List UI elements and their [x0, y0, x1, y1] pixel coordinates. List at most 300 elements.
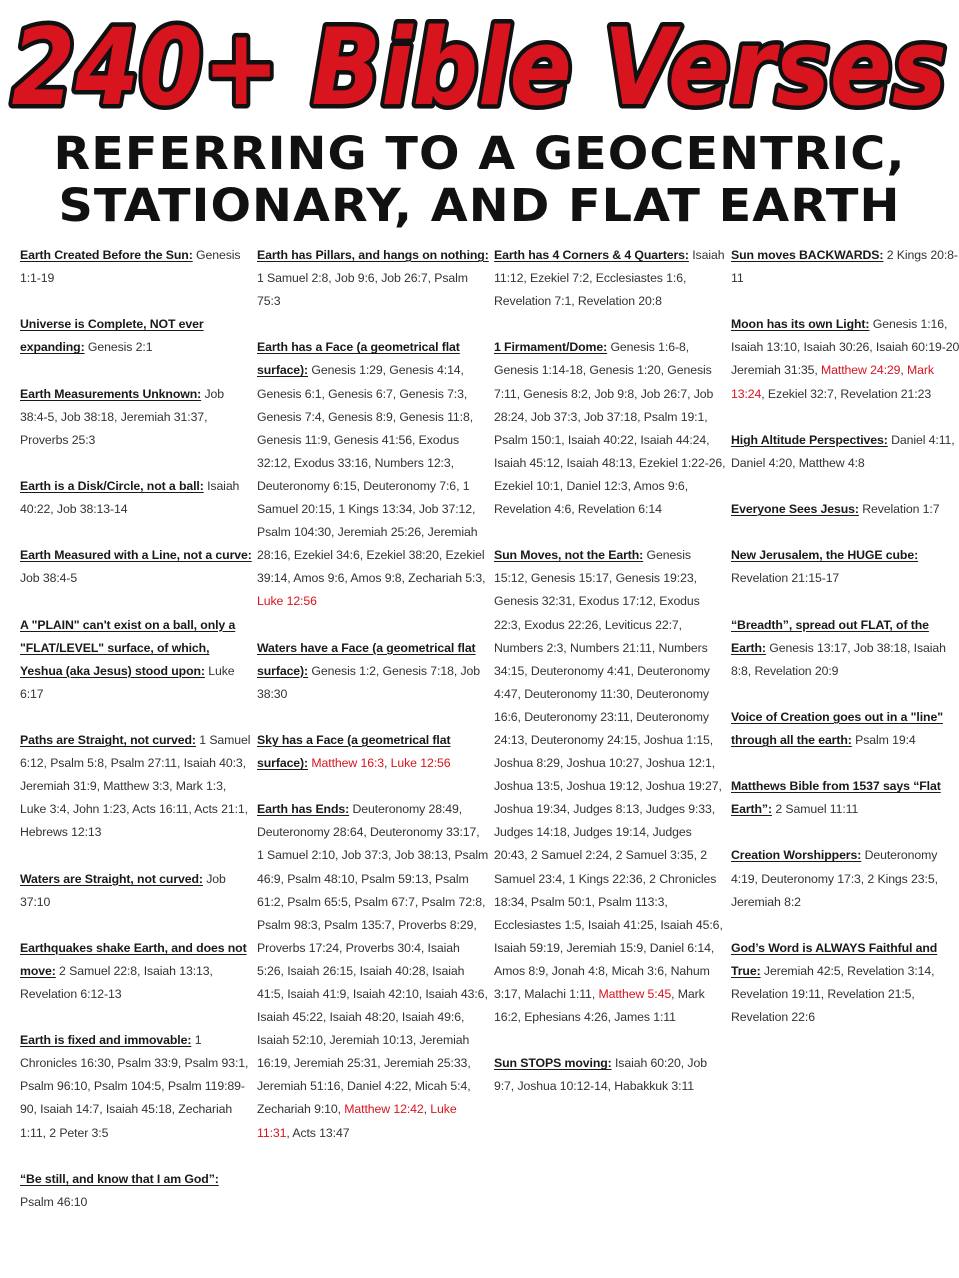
separator: ,	[566, 802, 574, 817]
separator: ,	[814, 363, 822, 378]
topic-heading: Voice of Creation goes out in a "line" through all the earth:	[731, 709, 943, 747]
verse-reference: Isaiah 40:22	[567, 432, 634, 447]
verse-reference: John 1:23	[73, 802, 127, 817]
verse-reference: Revelation 6:14	[577, 502, 662, 517]
verse-reference: Joshua 12:1	[645, 756, 712, 771]
topic-entry	[494, 544, 726, 1029]
separator: ,	[344, 571, 351, 586]
topic-entry	[731, 313, 959, 405]
separator: ,	[680, 1056, 688, 1071]
topic-heading: Sky has a Face (a geometrical flat surface):	[257, 732, 451, 771]
separator: ,	[581, 917, 588, 932]
separator: ,	[467, 1056, 471, 1071]
verse-reference: Psalm 119:89-90	[20, 1079, 245, 1117]
verse-reference: Isaiah 13:13	[143, 963, 210, 978]
separator: ,	[524, 894, 531, 909]
separator: ,	[524, 663, 531, 678]
separator: ,	[412, 1033, 420, 1048]
separator: ,	[418, 987, 426, 1001]
verse-reference: Deuteronomy 11:30	[524, 686, 630, 701]
separator: ,	[671, 987, 678, 1001]
page-title: 240+ Bible Verses	[11, 6, 947, 125]
verse-reference: 1 Samuel 2:8	[257, 271, 329, 286]
separator: ,	[559, 756, 567, 771]
verse-reference: Psalm 93:1	[184, 1056, 245, 1071]
verse-reference: 1 Kings 22:36	[568, 871, 643, 886]
separator: ,	[761, 386, 768, 401]
verse-reference: Revelation 4:6	[494, 502, 572, 517]
topic-heading: Sun STOPS moving:	[494, 1056, 612, 1071]
verse-reference: Joshua 10:12-14	[517, 1079, 608, 1094]
separator: ,	[704, 409, 708, 424]
topic-heading: Waters are Straight, not curved:	[20, 871, 203, 886]
verse-reference: Luke 12:56	[257, 594, 317, 609]
topic-heading: Earth has Ends:	[257, 802, 350, 817]
verse-reference: Ephesians 4:26	[524, 1010, 608, 1025]
topic-heading: God’s Word is ALWAYS Faithful and True:	[731, 940, 938, 978]
column-4	[731, 244, 959, 1052]
separator: ,	[280, 894, 288, 909]
separator: ,	[517, 617, 525, 632]
verse-reference: Psalm 98:3	[257, 917, 318, 932]
verse-reference: Job 38:4-5	[20, 571, 78, 586]
separator: ,	[412, 502, 419, 517]
verse-reference: Isaiah 40:3	[183, 756, 243, 771]
verse-reference: Judges 14:18	[494, 825, 567, 840]
separator: ,	[524, 571, 531, 586]
separator: ,	[722, 455, 726, 470]
separator: ,	[447, 848, 455, 863]
verse-reference: Matthew 12:42	[344, 1102, 424, 1117]
separator: ,	[524, 409, 531, 424]
verse-reference: Genesis 1:20	[589, 363, 661, 378]
separator: ,	[559, 478, 567, 493]
separator: ,	[425, 963, 433, 978]
separator: ,	[460, 363, 464, 378]
separator: ,	[408, 1079, 415, 1094]
separator: ,	[427, 271, 435, 286]
verse-reference: Exodus 22:26	[524, 617, 599, 632]
verse-reference: Isaiah 60:19-20	[875, 340, 959, 355]
separator: ,	[709, 732, 714, 747]
topic-heading: Everyone Sees Jesus:	[731, 502, 859, 517]
topic-entry	[20, 729, 252, 844]
topic-entry	[20, 868, 252, 914]
title-banner	[0, 0, 959, 125]
verse-reference: Job 9:6	[334, 271, 375, 286]
verse-reference: Matthew 4:8	[798, 455, 865, 470]
separator: ,	[177, 1056, 185, 1071]
verse-reference: Revelation 3:14	[847, 963, 932, 978]
topic-entry	[257, 798, 489, 1144]
separator: ,	[931, 963, 935, 978]
separator: ,	[460, 1010, 465, 1025]
verse-reference: Genesis 7:4	[257, 409, 322, 424]
topic-heading: Earth is fixed and immovable:	[20, 1033, 192, 1048]
separator: ,	[287, 455, 294, 470]
separator: ,	[346, 987, 353, 1001]
verse-reference: Ezekiel 7:2	[530, 271, 590, 286]
verse-reference: 2 Peter 3:5	[49, 1125, 109, 1140]
separator: ,	[50, 502, 57, 517]
verse-reference: Nahum 3:17	[494, 963, 710, 1001]
separator: ,	[472, 502, 476, 517]
separator: ,	[347, 894, 355, 909]
separator: ,	[482, 894, 486, 909]
verse-reference: Deuteronomy 6:15	[257, 478, 357, 493]
separator: ,	[209, 963, 213, 978]
title-outline: 240+ Bible Verses	[11, 6, 947, 125]
verse-reference: Deuteronomy 4:19	[731, 848, 938, 886]
separator: ,	[458, 802, 463, 817]
verse-reference: Psalm 135:7	[324, 917, 392, 932]
verse-reference: Genesis 4:14	[389, 363, 461, 378]
separator: ,	[693, 571, 697, 586]
verse-reference: Psalm 48:10	[287, 871, 355, 886]
verse-reference: Isaiah 44:24	[640, 432, 707, 447]
verse-reference: Psalm 65:5	[287, 894, 348, 909]
separator: ,	[637, 732, 644, 747]
topic-entry	[20, 244, 252, 290]
verse-reference: Proverbs 30:4	[345, 940, 421, 955]
verse-reference: Micah 5:4	[414, 1079, 468, 1094]
verse-reference: Psalm 96:10	[20, 1079, 88, 1094]
verse-reference: Mark 1:3	[175, 779, 223, 794]
topic-heading: A "PLAIN" can't exist on a ball, only a "FLAT/LEVEL" surface, of which, Yeshua (aka Jesus) stood upon:	[20, 617, 236, 678]
topic-heading: Sun moves BACKWARDS:	[731, 248, 884, 262]
topic-heading: Earth Measurements Unknown:	[20, 386, 202, 401]
separator: ,	[629, 709, 637, 724]
topic-entry	[257, 637, 489, 706]
separator: ,	[287, 1056, 294, 1071]
separator: ,	[718, 779, 722, 794]
verse-reference: Mark 13:24	[731, 363, 934, 401]
separator: ,	[126, 802, 133, 817]
verse-reference: Genesis 19:23	[615, 571, 694, 586]
verse-reference: Malachi 1:11	[524, 987, 592, 1001]
separator: ,	[754, 871, 762, 886]
verse-reference: Psalm 67:7	[354, 894, 415, 909]
verse-reference: Isaiah 13:10	[731, 340, 797, 355]
verse-reference: Judges 20:43	[494, 825, 692, 863]
separator: ,	[476, 825, 480, 840]
separator: ,	[114, 409, 121, 424]
separator: ,	[428, 871, 435, 886]
verse-reference: Genesis 11:8	[399, 409, 470, 424]
column-1	[20, 244, 252, 1237]
separator: ,	[664, 894, 668, 909]
verse-reference: Jeremiah 31:9	[20, 779, 97, 794]
topic-entry	[731, 775, 959, 821]
verse-reference: Job 38:13	[394, 848, 448, 863]
verse-reference: Ecclesiastes 1:6	[595, 271, 683, 286]
verse-reference: Ezekiel 34:6	[293, 548, 360, 563]
separator: ,	[322, 1033, 330, 1048]
verse-reference: Zechariah 9:10	[257, 1102, 338, 1117]
verse-reference: Numbers 21:11	[569, 640, 652, 655]
verse-reference: Proverbs 25:3	[20, 432, 96, 447]
topic-heading: Waters have a Face (a geometrical flat surface):	[257, 640, 476, 678]
verse-reference: Isaiah 45:12	[494, 455, 560, 470]
verse-reference: Joshua 19:27	[645, 779, 719, 794]
verse-reference: Zechariah 1:11	[20, 1102, 233, 1140]
verse-reference: Isaiah 52:10	[257, 1033, 323, 1048]
separator: ,	[571, 294, 578, 309]
verse-reference: Proverbs 17:24	[257, 940, 339, 955]
verse-reference: Psalm 113:3	[598, 894, 665, 909]
separator: ,	[517, 987, 525, 1001]
verse-reference: Isaiah 59:19	[494, 940, 560, 955]
separator: ,	[545, 963, 552, 978]
separator: ,	[516, 386, 524, 401]
separator: ,	[339, 940, 346, 955]
separator: ,	[103, 756, 111, 771]
separator: ,	[944, 317, 948, 332]
verse-reference: Job 9:7	[494, 1056, 707, 1094]
separator: ,	[354, 871, 362, 886]
verse-reference: Genesis 1:6-8	[610, 340, 686, 355]
subtitle-line-2: STATIONARY, AND FLAT EARTH	[58, 179, 901, 232]
separator: ,	[591, 894, 599, 909]
separator: ,	[245, 1056, 249, 1071]
topic-entry	[20, 937, 252, 1006]
separator: ,	[711, 756, 716, 771]
verse-reference: Joshua 13:5	[494, 779, 560, 794]
verse-reference: Deuteronomy 33:17	[369, 825, 477, 840]
separator: ,	[847, 640, 854, 655]
separator: ,	[860, 871, 868, 886]
verse-reference: 2 Kings 20:8-11	[731, 248, 958, 286]
separator: ,	[642, 871, 650, 886]
separator: ,	[792, 455, 799, 470]
verse-reference: Numbers 34:15	[494, 640, 708, 678]
verse-reference: Acts 16:11	[132, 802, 189, 817]
separator: ,	[632, 455, 639, 470]
separator: ,	[630, 663, 638, 678]
separator: ,	[463, 386, 468, 401]
verse-reference: Micah 3:6	[611, 963, 664, 978]
verse-reference: Revelation 21:5	[827, 987, 912, 1001]
verse-reference: 2 Samuel 23:4	[494, 848, 707, 886]
verse-reference: Revelation 22:6	[731, 1010, 815, 1025]
verse-reference: Genesis 15:12	[494, 548, 691, 586]
topic-heading: “Breadth”, spread out FLAT, of the Earth:	[731, 617, 929, 655]
verse-reference: Isaiah 43:6	[425, 987, 485, 1001]
verse-reference: Isaiah 14:7	[40, 1102, 100, 1117]
verse-reference: Psalm 19:1	[643, 409, 705, 424]
separator: ,	[353, 963, 360, 978]
separator: ,	[420, 940, 428, 955]
topic-heading: New Jerusalem, the HUGE cube:	[731, 548, 919, 563]
topic-heading: Matthews Bible from 1537 says “Flat Earth”:	[731, 779, 941, 817]
verse-reference: Exodus 32:12	[257, 432, 460, 470]
verse-reference: Luke 11:31	[257, 1102, 457, 1140]
verse-reference: Deuteronomy 4:41	[530, 663, 631, 678]
separator: ,	[367, 455, 375, 470]
separator: ,	[169, 779, 176, 794]
separator: ,	[161, 1079, 168, 1094]
verse-reference: Revelation 19:11	[731, 987, 821, 1001]
verse-reference: Job 38:18	[853, 640, 908, 655]
verse-reference: Psalm 59:13	[361, 871, 429, 886]
verse-reference: Genesis 7:18	[382, 663, 454, 678]
separator: ,	[423, 1102, 431, 1117]
separator: ,	[637, 409, 644, 424]
separator: ,	[137, 963, 144, 978]
topic-heading: Paths are Straight, not curved:	[20, 732, 196, 747]
verse-reference: Joshua 10:27	[566, 756, 640, 771]
verse-reference: Psalm 5:8	[50, 756, 104, 771]
verse-reference: Ezekiel 32:7	[767, 386, 834, 401]
verse-reference: Revelation 7:1	[494, 294, 572, 309]
separator: ,	[317, 917, 325, 932]
separator: ,	[685, 340, 690, 355]
verse-reference: Joshua 1:15	[643, 732, 710, 747]
verse-reference: Jeremiah 51:16	[257, 1079, 341, 1094]
topic-heading: Universe is Complete, NOT ever expanding:	[20, 317, 204, 355]
separator: ,	[604, 963, 612, 978]
verse-reference: Amos 9:8	[350, 571, 402, 586]
separator: ,	[693, 848, 701, 863]
separator: ,	[710, 940, 715, 955]
verse-reference: Joshua 19:34	[494, 802, 567, 817]
separator: ,	[629, 686, 637, 701]
verse-reference: Amos 9:6	[633, 478, 685, 493]
verse-reference: Isaiah 8:8	[731, 640, 946, 678]
separator: ,	[645, 825, 653, 840]
verse-reference: Amos 9:6	[293, 571, 345, 586]
verse-reference: Genesis 11:9	[257, 432, 328, 447]
verse-reference: Daniel 12:3	[566, 478, 628, 493]
separator: ,	[684, 478, 689, 493]
verse-reference: Job 37:3	[530, 409, 578, 424]
separator: ,	[469, 409, 474, 424]
topic-entry	[20, 544, 252, 590]
separator: ,	[388, 848, 395, 863]
topic-heading: Earthquakes shake Earth, and does not move:	[20, 940, 247, 978]
separator: ,	[484, 987, 488, 1001]
separator: ,	[395, 1010, 402, 1025]
verse-reference: Job 38:30	[257, 663, 480, 701]
verse-reference: Isaiah 48:13	[566, 455, 633, 470]
verse-reference: Psalm 27:11	[110, 756, 177, 771]
separator: ,	[286, 1125, 293, 1140]
separator: ,	[639, 779, 646, 794]
verse-reference: Genesis 1:14-18	[494, 363, 583, 378]
separator: ,	[401, 571, 409, 586]
verse-reference: Jeremiah 28:16	[257, 525, 478, 563]
separator: ,	[559, 940, 567, 955]
separator: ,	[639, 802, 646, 817]
verse-reference: Psalm 104:30	[257, 525, 331, 540]
separator: ,	[377, 1056, 384, 1071]
topic-entry	[731, 498, 959, 521]
separator: ,	[356, 478, 364, 493]
separator: ,	[391, 917, 399, 932]
verse-reference: Genesis 1:1-19	[20, 248, 241, 286]
verse-reference: Leviticus 22:7	[604, 617, 679, 632]
separator: ,	[382, 363, 390, 378]
separator: ,	[222, 779, 227, 794]
topic-heading: Earth has a Face (a geometrical flat surface):	[257, 340, 460, 378]
verse-reference: Matthew 5:45	[598, 987, 672, 1001]
verse-reference: 2 Chronicles 18:34	[494, 871, 717, 909]
separator: ,	[375, 663, 383, 678]
verse-reference: Genesis 13:17	[769, 640, 848, 655]
topic-heading: Sun Moves, not the Earth:	[494, 548, 644, 563]
separator: ,	[608, 571, 616, 586]
topic-entry	[731, 429, 959, 475]
verse-reference: Psalm 46:10	[20, 1194, 88, 1209]
verse-reference: Job 28:24	[494, 386, 714, 424]
separator: ,	[412, 432, 419, 447]
topic-entry	[494, 244, 726, 313]
separator: ,	[651, 640, 659, 655]
separator: ,	[869, 340, 876, 355]
separator: ,	[559, 455, 567, 470]
separator: ,	[587, 386, 595, 401]
separator: ,	[340, 1079, 348, 1094]
verse-reference: Exodus 17:12	[578, 594, 653, 609]
separator: ,	[517, 709, 525, 724]
verse-reference: Isaiah 40:28	[359, 963, 426, 978]
topic-entry	[257, 336, 489, 613]
separator: ,	[438, 548, 446, 563]
verse-reference: Deuteronomy 4:47	[494, 663, 710, 701]
separator: ,	[87, 1079, 94, 1094]
separator: ,	[322, 1010, 330, 1025]
separator: ,	[566, 825, 574, 840]
verse-reference: Job 37:18	[583, 409, 638, 424]
verse-reference: Revelation 1:7	[862, 502, 940, 517]
verse-reference: Job 38:4-5	[20, 386, 224, 424]
verse-reference: 2 Kings 23:5	[867, 871, 935, 886]
separator: ,	[456, 478, 463, 493]
verse-reference: Revelation 20:8	[577, 294, 662, 309]
verse-reference: Deuteronomy 23:11	[524, 709, 630, 724]
separator: ,	[337, 1102, 345, 1117]
verse-reference: Psalm 75:3	[257, 271, 468, 309]
verse-reference: Isaiah 26:15	[287, 963, 353, 978]
verse-reference: Revelation 21:23	[840, 386, 932, 401]
separator: ,	[598, 617, 605, 632]
verse-reference: 1 Kings 13:34	[338, 502, 413, 517]
verse-reference: Jeremiah 15:9	[566, 940, 644, 955]
verse-reference: Ezekiel 38:20	[366, 548, 439, 563]
separator: ,	[473, 917, 477, 932]
verse-reference: Jeremiah 25:31	[293, 1056, 378, 1071]
separator: ,	[280, 987, 288, 1001]
verse-reference: James 1:11	[614, 1010, 676, 1025]
verse-reference: Isaiah 41:9	[287, 987, 347, 1001]
verse-reference: Genesis 6:1	[257, 386, 322, 401]
verse-reference: Judges 9:33	[645, 802, 712, 817]
verse-reference: Isaiah 11:12	[494, 248, 725, 286]
verse-reference: Job 26:7	[640, 386, 688, 401]
title-graphic	[0, 0, 959, 125]
separator: ,	[54, 409, 61, 424]
separator: ,	[900, 363, 908, 378]
verse-reference: Deuteronomy 16:6	[494, 686, 709, 724]
separator: ,	[577, 409, 584, 424]
separator: ,	[706, 432, 710, 447]
separator: ,	[33, 1102, 41, 1117]
topic-heading: Creation Worshippers:	[731, 848, 862, 863]
verse-reference: Jeremiah 10:13	[329, 1033, 413, 1048]
separator: ,	[653, 917, 661, 932]
verse-reference: Job 38:18	[60, 409, 115, 424]
topic-heading: 1 Firmament/Dome:	[494, 340, 608, 355]
